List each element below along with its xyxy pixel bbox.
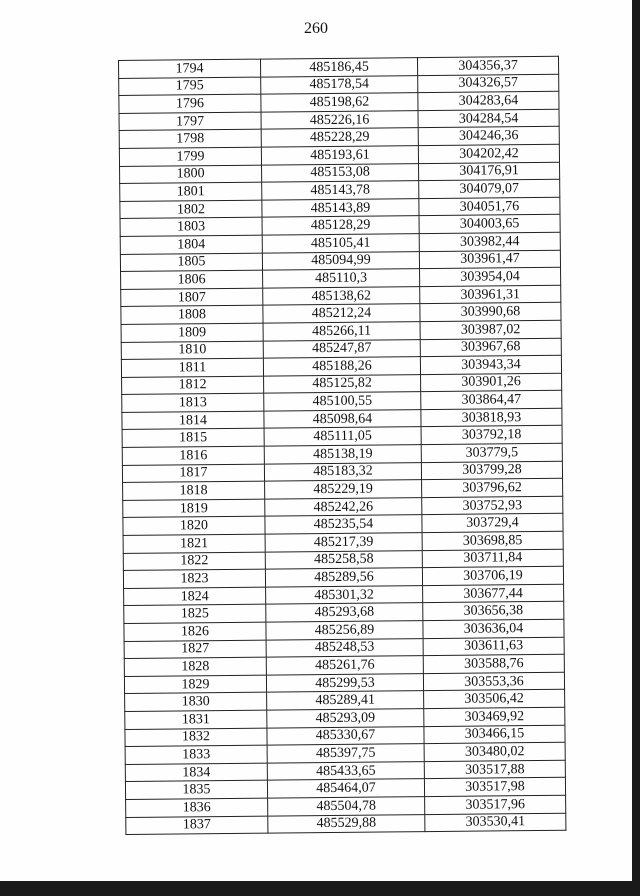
point-number-cell: 1835 [125, 780, 267, 799]
y-coordinate-cell: 303818,93 [421, 408, 562, 427]
x-coordinate-cell: 485186,45 [260, 58, 417, 77]
point-number-cell: 1830 [125, 692, 267, 711]
y-coordinate-cell: 303698,85 [422, 531, 563, 550]
point-number-cell: 1806 [121, 270, 263, 289]
x-coordinate-cell: 485293,68 [266, 603, 423, 622]
y-coordinate-cell: 303611,63 [423, 637, 564, 656]
y-coordinate-cell: 303656,38 [423, 602, 564, 621]
point-number-cell: 1828 [124, 657, 266, 676]
point-number-cell: 1804 [120, 235, 262, 254]
x-coordinate-cell: 485248,53 [266, 638, 423, 657]
x-coordinate-cell: 485228,29 [261, 128, 418, 147]
point-number-cell: 1827 [124, 640, 266, 659]
x-coordinate-cell: 485217,39 [265, 533, 422, 552]
x-coordinate-cell: 485289,41 [267, 691, 424, 710]
x-coordinate-cell: 485256,89 [266, 621, 423, 640]
point-number-cell: 1826 [124, 622, 266, 641]
point-number-cell: 1832 [125, 728, 267, 747]
y-coordinate-cell: 303530,41 [425, 813, 566, 832]
point-number-cell: 1829 [124, 675, 266, 694]
x-coordinate-cell: 485464,07 [267, 779, 424, 798]
y-coordinate-cell: 303799,28 [421, 461, 562, 480]
point-number-cell: 1796 [119, 94, 261, 113]
y-coordinate-cell: 303553,36 [423, 672, 564, 691]
point-number-cell: 1831 [125, 710, 267, 729]
x-coordinate-cell: 485188,26 [263, 357, 420, 376]
x-coordinate-cell: 485226,16 [261, 110, 418, 129]
point-number-cell: 1805 [120, 253, 262, 272]
coordinates-table-body [119, 56, 566, 834]
y-coordinate-cell: 303466,15 [424, 725, 565, 744]
point-number-cell: 1817 [122, 464, 264, 483]
point-number-cell: 1809 [121, 323, 263, 342]
point-number-cell: 1801 [120, 182, 262, 201]
coordinates-table [118, 56, 566, 835]
point-number-cell: 1797 [119, 112, 261, 131]
y-coordinate-cell: 303961,47 [419, 250, 560, 269]
point-number-cell: 1836 [126, 798, 268, 817]
x-coordinate-cell: 485153,08 [262, 163, 419, 182]
x-coordinate-cell: 485293,09 [267, 709, 424, 728]
y-coordinate-cell: 303990,68 [420, 303, 561, 322]
y-coordinate-cell: 304176,91 [419, 162, 560, 181]
x-coordinate-cell: 485301,32 [266, 585, 423, 604]
y-coordinate-cell: 303729,4 [422, 514, 563, 533]
y-coordinate-cell: 304051,76 [419, 197, 560, 216]
y-coordinate-cell: 303967,68 [420, 338, 561, 357]
point-number-cell: 1811 [121, 358, 263, 377]
point-number-cell: 1812 [122, 376, 264, 395]
y-coordinate-cell: 304079,07 [419, 179, 560, 198]
point-number-cell: 1823 [123, 569, 265, 588]
point-number-cell: 1822 [123, 552, 265, 571]
y-coordinate-cell: 303954,04 [420, 267, 561, 286]
x-coordinate-cell: 485212,24 [263, 304, 420, 323]
y-coordinate-cell: 303677,44 [423, 584, 564, 603]
point-number-cell: 1816 [122, 446, 264, 465]
y-coordinate-cell: 303506,42 [424, 690, 565, 709]
x-coordinate-cell: 485143,78 [262, 181, 419, 200]
y-coordinate-cell: 304283,64 [418, 91, 559, 110]
point-number-cell: 1819 [123, 499, 265, 518]
y-coordinate-cell: 304246,36 [418, 127, 559, 146]
point-number-cell: 1808 [121, 305, 263, 324]
y-coordinate-cell: 303779,5 [421, 443, 562, 462]
x-coordinate-cell: 485138,19 [264, 445, 421, 464]
x-coordinate-cell: 485247,87 [263, 339, 420, 358]
point-number-cell: 1802 [120, 200, 262, 219]
x-coordinate-cell: 485229,19 [265, 480, 422, 499]
x-coordinate-cell: 485258,58 [265, 550, 422, 569]
y-coordinate-cell: 303943,34 [420, 355, 561, 374]
x-coordinate-cell: 485299,53 [266, 673, 423, 692]
y-coordinate-cell: 303961,31 [420, 285, 561, 304]
y-coordinate-cell: 303706,19 [422, 566, 563, 585]
x-coordinate-cell: 485504,78 [268, 797, 425, 816]
point-number-cell: 1810 [121, 341, 263, 360]
x-coordinate-cell: 485433,65 [267, 761, 424, 780]
x-coordinate-cell: 485100,55 [264, 392, 421, 411]
page-number: 260 [304, 20, 328, 37]
x-coordinate-cell: 485193,61 [261, 146, 418, 165]
x-coordinate-cell: 485138,62 [263, 286, 420, 305]
point-number-cell: 1833 [125, 745, 267, 764]
y-coordinate-cell: 303711,84 [422, 549, 563, 568]
x-coordinate-cell: 485289,56 [265, 568, 422, 587]
x-coordinate-cell: 485235,54 [265, 515, 422, 534]
point-number-cell: 1837 [126, 816, 268, 835]
point-number-cell: 1834 [125, 763, 267, 782]
y-coordinate-cell: 303901,26 [421, 373, 562, 392]
point-number-cell: 1813 [122, 393, 264, 412]
y-coordinate-cell: 304326,57 [418, 74, 559, 93]
x-coordinate-cell: 485178,54 [261, 75, 418, 94]
y-coordinate-cell: 303517,98 [424, 778, 565, 797]
y-coordinate-cell: 304284,54 [418, 109, 559, 128]
point-number-cell: 1824 [124, 587, 266, 606]
x-coordinate-cell: 485183,32 [264, 462, 421, 481]
y-coordinate-cell: 303480,02 [424, 742, 565, 761]
point-number-cell: 1795 [119, 77, 261, 96]
x-coordinate-cell: 485198,62 [261, 93, 418, 112]
x-coordinate-cell: 485397,75 [267, 744, 424, 763]
y-coordinate-cell: 304202,42 [418, 144, 559, 163]
point-number-cell: 1798 [119, 130, 261, 149]
x-coordinate-cell: 485143,89 [262, 198, 419, 217]
y-coordinate-cell: 304356,37 [417, 56, 558, 75]
y-coordinate-cell: 303636,04 [423, 619, 564, 638]
y-coordinate-cell: 303792,18 [421, 426, 562, 445]
x-coordinate-cell: 485098,64 [264, 409, 421, 428]
x-coordinate-cell: 485529,88 [268, 814, 425, 833]
x-coordinate-cell: 485261,76 [266, 656, 423, 675]
point-number-cell: 1818 [123, 481, 265, 500]
point-number-cell: 1803 [120, 217, 262, 236]
point-number-cell: 1814 [122, 411, 264, 430]
table-row [126, 813, 566, 835]
point-number-cell: 1807 [121, 288, 263, 307]
y-coordinate-cell: 303987,02 [420, 320, 561, 339]
y-coordinate-cell: 303796,62 [422, 479, 563, 498]
y-coordinate-cell: 303469,92 [424, 707, 565, 726]
y-coordinate-cell: 303588,76 [423, 654, 564, 673]
point-number-cell: 1799 [119, 147, 261, 166]
point-number-cell: 1794 [119, 59, 261, 78]
point-number-cell: 1815 [122, 429, 264, 448]
x-coordinate-cell: 485110,3 [263, 269, 420, 288]
x-coordinate-cell: 485330,67 [267, 726, 424, 745]
y-coordinate-cell: 303982,44 [419, 232, 560, 251]
x-coordinate-cell: 485266,11 [263, 322, 420, 341]
y-coordinate-cell: 303517,96 [425, 795, 566, 814]
x-coordinate-cell: 485094,99 [262, 251, 419, 270]
y-coordinate-cell: 304003,65 [419, 215, 560, 234]
x-coordinate-cell: 485125,82 [264, 374, 421, 393]
y-coordinate-cell: 303864,47 [421, 391, 562, 410]
point-number-cell: 1800 [120, 165, 262, 184]
point-number-cell: 1825 [124, 605, 266, 624]
y-coordinate-cell: 303517,88 [424, 760, 565, 779]
x-coordinate-cell: 485242,26 [265, 497, 422, 516]
point-number-cell: 1821 [123, 534, 265, 553]
x-coordinate-cell: 485105,41 [262, 234, 419, 253]
y-coordinate-cell: 303752,93 [422, 496, 563, 515]
x-coordinate-cell: 485111,05 [264, 427, 421, 446]
x-coordinate-cell: 485128,29 [262, 216, 419, 235]
point-number-cell: 1820 [123, 517, 265, 536]
